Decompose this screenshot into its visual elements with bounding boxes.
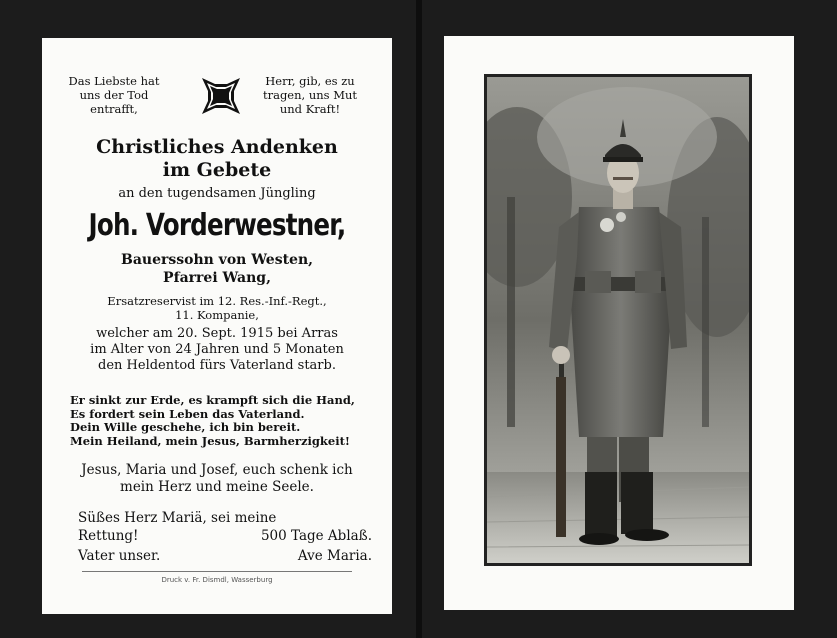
motto-right-line: Herr, gib, es zu	[265, 74, 355, 88]
title-line-1: Christliches Andenken	[96, 136, 338, 158]
prayer-block	[42, 462, 392, 496]
indulgence-line-2-right: 500 Tage Ablaß.	[260, 528, 372, 544]
unit-line-2: 11. Kompanie,	[175, 308, 259, 322]
deceased-name: Joh. Vorderwestner,	[88, 208, 346, 243]
subtitle-line-2: Pfarrei Wang,	[163, 270, 271, 286]
indulgence-line-1: Süßes Herz Mariä, sei meine	[78, 510, 277, 526]
unit-line-1: Ersatzreservist im 12. Res.-Inf.-Regt.,	[107, 294, 327, 308]
closing-right: Ave Maria.	[297, 548, 372, 564]
motto-right	[260, 74, 360, 116]
death-line: welcher am 20. Sept. 1915 bei Arras	[96, 326, 338, 341]
motto-left-line: entrafft,	[90, 102, 138, 116]
portrait-frame	[484, 74, 752, 566]
divider-rule	[82, 571, 352, 572]
death-line: den Heldentod fürs Vaterland starb.	[98, 358, 336, 373]
death-line: im Alter von 24 Jahren und 5 Monaten	[90, 342, 344, 357]
soldier-portrait-photo	[487, 77, 749, 563]
subtitle-line-1: Bauerssohn von Westen,	[120, 252, 314, 268]
right-card	[444, 36, 794, 610]
title-line-2: im Gebete	[162, 159, 272, 181]
verse-line: Es fordert sein Leben das Vaterland.	[70, 406, 305, 421]
motto-left	[68, 74, 160, 116]
fold-crease	[416, 0, 422, 638]
motto-left-line: uns der Tod	[79, 88, 149, 102]
verse-block	[70, 394, 355, 448]
closing-left: Vater unser.	[78, 548, 161, 564]
left-card	[42, 38, 392, 614]
death-notice	[42, 326, 392, 374]
iron-cross-icon	[198, 74, 244, 118]
verse-line: Dein Wille geschehe, ich bin bereit.	[70, 420, 301, 435]
printer-imprint: Druck v. Fr. Dismdl, Wasserburg	[161, 576, 273, 584]
verse-line: Er sinkt zur Erde, es krampft sich die Hand,	[70, 393, 355, 407]
indulgence-line-2-left: Rettung!	[78, 528, 139, 544]
intro-line: an den tugendsamen Jüngling	[118, 186, 316, 201]
prayer-line: Jesus, Maria und Josef, euch schenk ich	[81, 462, 353, 478]
motto-right-line: und Kraft!	[279, 102, 341, 116]
motto-left-line: Das Liebste hat	[68, 74, 160, 88]
prayer-line: mein Herz und meine Seele.	[120, 479, 314, 495]
motto-right-line: tragen, uns Mut	[262, 88, 358, 102]
verse-line: Mein Heiland, mein Jesus, Barmherzigkeit!	[70, 433, 350, 448]
